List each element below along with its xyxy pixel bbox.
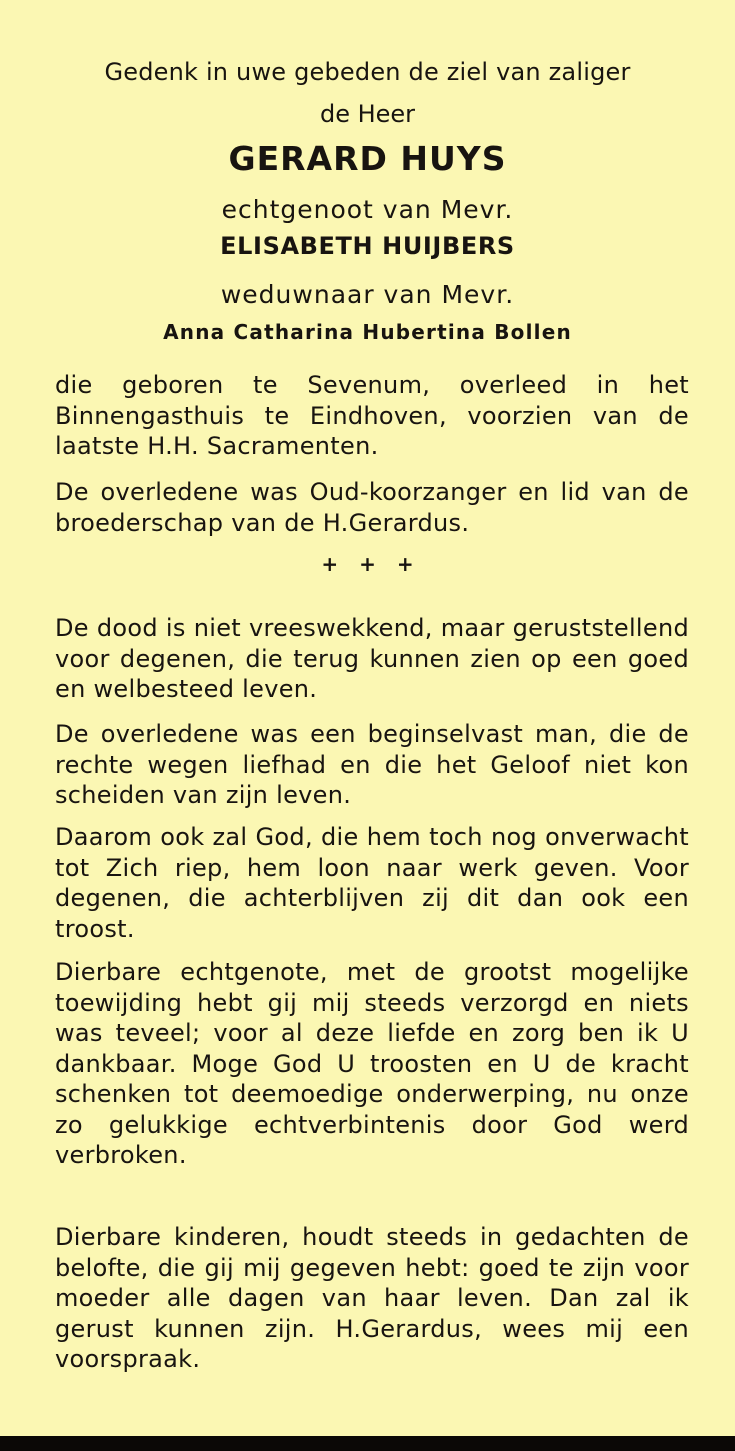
reward-paragraph: Daarom ook zal God, die hem toch nog onverwacht tot Zich riep, hem loon naar werk geven. Voor degenen, die achterblijven zij dit dan ook een troost.	[55, 823, 689, 943]
birth-paragraph: die geboren te Sevenum, overleed in het Binnengasthuis te Eindhoven, voorzien van de laatste H.H. Sacramenten.	[55, 371, 689, 460]
death-paragraph: De dood is niet vreeswekkend, maar geruststellend voor degenen, die terug kunnen zien op een goed en welbesteed leven.	[55, 614, 689, 703]
intro-line: Gedenk in uwe gebeden de ziel van zaliger	[104, 58, 631, 86]
spouse-name: ELISABETH HUIJBERS	[220, 232, 515, 260]
membership-paragraph: De overledene was Oud-koorzanger en lid van de broederschap van de H.Gerardus.	[55, 478, 689, 537]
late-wife-name: Anna Catharina Hubertina Bollen	[163, 320, 572, 344]
cross-divider: + + +	[321, 552, 414, 576]
character-paragraph: De overledene was een beginselvast man, die de rechte wegen liefhad en die het Geloof niet kon scheiden van zijn leven.	[55, 720, 689, 809]
honorific: de Heer	[319, 100, 416, 128]
spouse-label: echtgenoot van Mevr.	[221, 195, 514, 224]
widower-label: weduwnaar van Mevr.	[220, 280, 515, 309]
deceased-name: GERARD HUYS	[228, 139, 507, 178]
bottom-border	[0, 1436, 735, 1451]
wife-paragraph: Dierbare echtgenote, met de grootst mogelijke toewijding hebt gij mij steeds verzorgd en niets was teveel; voor al deze liefde en zorg ben ik U dankbaar. Moge God U troosten en U de kracht schenken tot deemoedige onderwerping, nu onze zo gelukkige echtverbintenis door God werd verbroken.	[55, 958, 689, 1169]
children-paragraph: Dierbare kinderen, houdt steeds in gedachten de belofte, die gij mij gegeven hebt: goed te zijn voor moeder alle dagen van haar leven. Dan zal ik gerust kunnen zijn. H.Gerardus, wees mij een voorspraak.	[55, 1223, 689, 1373]
